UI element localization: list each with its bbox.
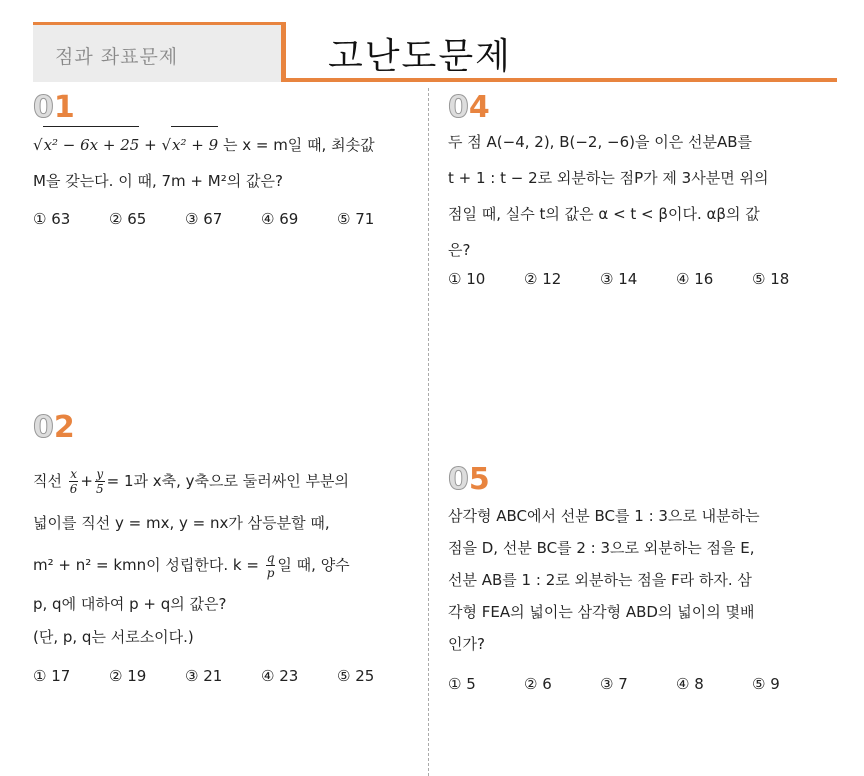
problem-02-line-1-a: 직선 <box>33 472 62 490</box>
problem-01-choices <box>33 210 397 228</box>
header-tab <box>33 22 283 82</box>
problem-number-zero: 0 <box>33 90 54 125</box>
problem-02-line-1 <box>33 460 423 502</box>
fraction-denominator: p <box>266 566 275 580</box>
choice-2[interactable]: ② 6 <box>524 675 552 693</box>
fraction-denominator: 6 <box>69 482 78 496</box>
choice-3[interactable]: ③ 21 <box>185 667 223 685</box>
choice-4[interactable]: ④ 8 <box>676 675 704 693</box>
problem-04-line-4: 은? <box>448 241 471 259</box>
fraction-denominator: 5 <box>95 482 104 496</box>
sqrt-sign: √ <box>33 136 43 154</box>
problem-02-line-1-b: = 1과 x축, y축으로 둘러싸인 부분의 <box>106 472 349 490</box>
page-title: 고난도문제 <box>328 36 512 77</box>
plus-sign: + <box>80 472 93 490</box>
choice-5[interactable]: ⑤ 71 <box>337 210 375 228</box>
problem-02-line-5: (단, p, q는 서로소이다.) <box>33 628 194 646</box>
fraction-numerator: q <box>266 551 275 565</box>
problem-05-line-4: 각형 FEA의 넓이는 삼각형 ABD의 넓이의 몇배 <box>448 603 755 621</box>
choice-2[interactable]: ② 65 <box>109 210 147 228</box>
problem-04-line-1: 두 점 A(−4, 2), B(−2, −6)을 이은 선분AB를 <box>448 133 752 151</box>
problem-number-digit: 1 <box>53 90 75 125</box>
problem-number-04 <box>448 90 490 125</box>
problem-02-choices <box>33 667 397 685</box>
sqrt-expr-1: x² − 6x + 25 <box>43 126 140 163</box>
choice-3[interactable]: ③ 67 <box>185 210 223 228</box>
problem-02-line-4: p, q에 대하여 p + q의 값은? <box>33 595 227 613</box>
fraction-q-over-p <box>266 551 276 580</box>
plus-sign: + <box>144 136 157 154</box>
choice-4[interactable]: ④ 69 <box>261 210 299 228</box>
choice-5[interactable]: ⑤ 25 <box>337 667 375 685</box>
problem-number-05 <box>448 462 490 497</box>
problem-05-line-3: 선분 AB를 1 : 2로 외분하는 점을 F라 하자. 삼 <box>448 571 752 589</box>
problem-05-line-1: 삼각형 ABC에서 선분 BC를 1 : 3으로 내분하는 <box>448 507 760 525</box>
problem-04-line-3: 점일 때, 실수 t의 값은 α < t < β이다. αβ의 값 <box>448 205 760 223</box>
choice-3[interactable]: ③ 7 <box>600 675 628 693</box>
problem-04-text <box>448 124 828 268</box>
choice-3[interactable]: ③ 14 <box>600 270 638 288</box>
choice-1[interactable]: ① 63 <box>33 210 71 228</box>
problem-02-line-3-a: m² + n² = kmn이 성립한다. k = <box>33 556 259 574</box>
problem-05-line-2: 점을 D, 선분 BC를 2 : 3으로 외분하는 점을 E, <box>448 539 755 557</box>
problem-02-line-3 <box>33 544 423 586</box>
problem-number-digit: 4 <box>468 90 490 125</box>
problem-number-zero: 0 <box>448 90 469 125</box>
problem-01-text <box>33 126 423 199</box>
choice-5[interactable]: ⑤ 9 <box>752 675 780 693</box>
problem-02-text <box>33 460 423 652</box>
problem-01-line-1 <box>33 126 423 163</box>
problem-number-02 <box>33 410 75 445</box>
header-tab-label: 점과 좌표문제 <box>55 46 179 68</box>
sqrt-sign-2: √ <box>161 136 172 154</box>
problem-02-line-2: 넓이를 직선 y = mx, y = nx가 삼등분할 때, <box>33 514 330 532</box>
problem-05-text <box>448 500 828 660</box>
choice-1[interactable]: ① 5 <box>448 675 476 693</box>
choice-2[interactable]: ② 12 <box>524 270 562 288</box>
fraction-y-over-5 <box>95 467 105 496</box>
choice-5[interactable]: ⑤ 18 <box>752 270 790 288</box>
problem-05-choices <box>448 675 812 693</box>
problem-05-line-5: 인가? <box>448 635 485 653</box>
problem-04-line-2: t + 1 : t − 2로 외분하는 점P가 제 3사분면 위의 <box>448 169 769 187</box>
fraction-numerator: y <box>96 467 104 481</box>
choice-4[interactable]: ④ 16 <box>676 270 714 288</box>
choice-4[interactable]: ④ 23 <box>261 667 299 685</box>
choice-2[interactable]: ② 19 <box>109 667 147 685</box>
problem-01-line-1-rest: 는 x = m일 때, 최솟값 <box>222 136 375 154</box>
header-accent-vertical <box>281 22 286 82</box>
choice-1[interactable]: ① 10 <box>448 270 486 288</box>
problem-02-line-3-b: 일 때, 양수 <box>277 556 350 574</box>
problem-number-zero: 0 <box>448 462 469 497</box>
fraction-x-over-6 <box>69 467 79 496</box>
choice-1[interactable]: ① 17 <box>33 667 71 685</box>
problem-01-line-2: M을 갖는다. 이 때, 7m + M²의 값은? <box>33 172 283 190</box>
column-divider <box>428 88 429 776</box>
problem-number-zero: 0 <box>33 410 54 445</box>
fraction-numerator: x <box>70 467 77 481</box>
problem-number-digit: 5 <box>468 462 490 497</box>
problem-number-01 <box>33 90 75 125</box>
problem-number-digit: 2 <box>53 410 75 445</box>
problem-04-choices <box>448 270 812 288</box>
sqrt-expr-2: x² + 9 <box>171 126 218 163</box>
